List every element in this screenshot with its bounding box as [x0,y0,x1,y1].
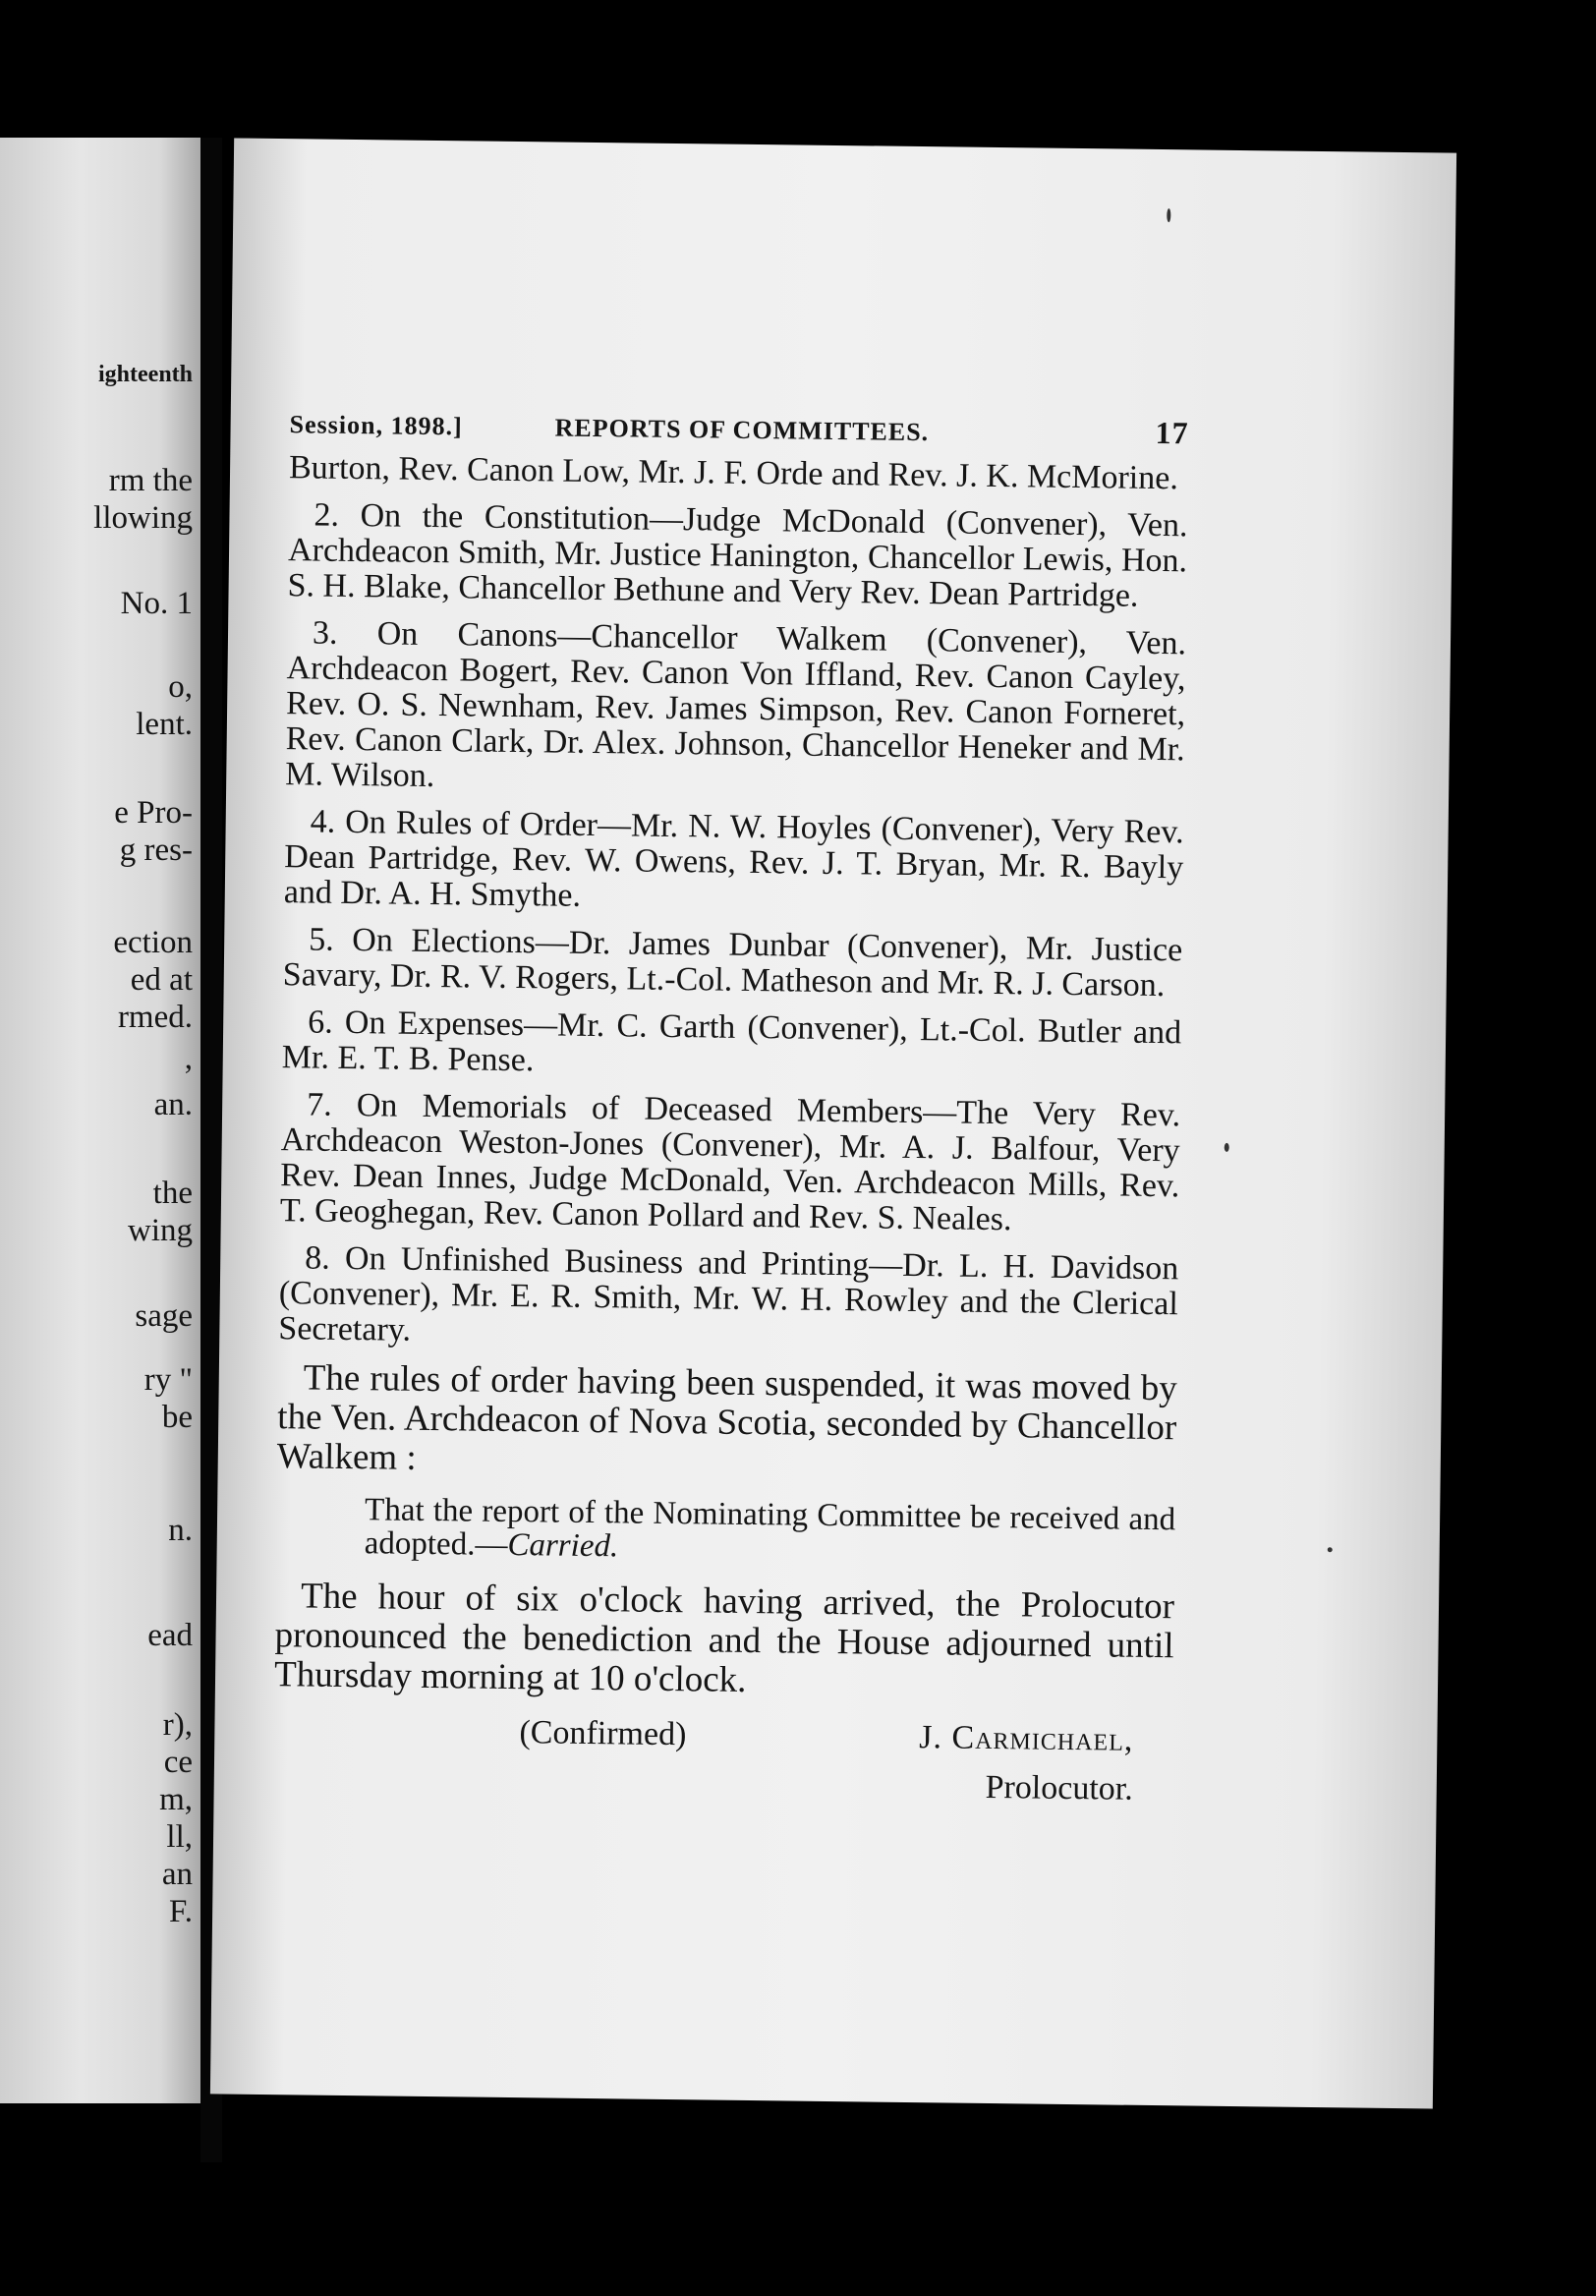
facing-page-line: wing [128,1213,193,1248]
facing-page-line: r), [162,1707,193,1743]
facing-page-line: an. [153,1087,193,1122]
committee-paragraph: 2. On the Constitution—Judge McDonald (Convener), Ven. Archdeacon Smith, Mr. Justice Hanington, Chancellor Lewis, Hon. S. H. Blake, Chancellor Bethune and Very Rev. Dean Partridge. [287,496,1188,614]
facing-page [0,138,200,2103]
page-number: 17 [1155,414,1189,451]
motion-result: Carried. [507,1526,619,1565]
facing-page-line: llowing [93,500,193,536]
facing-page-line: , [184,1041,193,1076]
facing-page-line: ed at [130,962,193,998]
document-page [210,138,1456,2108]
facing-page-line: ll, [166,1819,193,1855]
running-header [289,404,1188,453]
committee-paragraph: 8. On Unfinished Business and Printing—Dr. L. H. Davidson (Convener), Mr. E. R. Smith, Mr. W. H. Rowley and the Clerical Secretary. [278,1239,1179,1349]
page-content [273,404,1189,1808]
committee-paragraph: 7. On Memorials of Deceased Members—The Very Rev. Archdeacon Weston-Jones (Convener), Mr. A. J. Balfour, Very Rev. Dean Innes, Judge McDonald, Ven. Archdeacon Mills, Rev. T. Geoghegan, Rev. Canon Pollard and Rev. S. Neales. [279,1086,1181,1238]
committee-paragraph: 5. On Elections—Dr. James Dunbar (Convener), Mr. Justice Savary, Dr. R. V. Rogers, Lt.-Col. Matheson and Mr. R. J. Carson. [282,921,1183,1004]
signatory-office: Prolocutor. [985,1768,1133,1808]
facing-page-line: F. [169,1894,193,1929]
closing-paragraph: The hour of six o'clock having arrived, the Prolocutor pronounced the benediction and the House adjourned until Thursday morning at 10 o'clock. [273,1576,1175,1700]
facing-page-line: rmed. [117,1000,193,1035]
facing-page-line: g res- [119,832,193,868]
facing-page-line: e Pro- [114,795,193,831]
facing-page-line: n. [168,1513,193,1548]
facing-page-line: rm the [108,463,193,498]
paper-speck [1225,1143,1229,1152]
signatory-name: J. Carmichael, [919,1719,1134,1758]
facing-page-line: No. 1 [120,586,193,621]
rules-paragraph: The rules of order having been suspended, it was moved by the Ven. Archdeacon of Nova Scotia, seconded by Chancellor Walkem : [276,1357,1177,1478]
facing-page-line: lent. [136,707,193,742]
facing-page-line: o, [168,669,193,705]
facing-page-line: an [161,1857,193,1892]
confirmed-label: (Confirmed) [519,1714,687,1753]
facing-page-line: sage [135,1298,193,1334]
facing-page-line: ighteenth [98,362,193,387]
motion-body: That the report of the Nominating Committee be received and adopted.— [364,1492,1176,1563]
facing-page-line: ry " [143,1362,193,1398]
facing-page-line: ead [147,1618,193,1653]
committee-paragraph: 4. On Rules of Order—Mr. N. W. Hoyles (Convener), Very Rev. Dean Partridge, Rev. W. Owens, Rev. J. T. Bryan, Mr. R. Bayly and Dr. A. H. Smythe. [283,803,1184,914]
signature-row [273,1712,1172,1758]
facing-page-line: be [161,1400,193,1435]
facing-page-line: ection [113,925,193,960]
paper-speck [1167,208,1170,222]
paper-speck [1328,1547,1333,1552]
motion-text [365,1493,1176,1570]
committee-paragraph: 6. On Expenses—Mr. C. Garth (Convener), Lt.-Col. Butler and Mr. E. T. B. Pense. [281,1004,1182,1079]
facing-page-line: the [152,1176,193,1211]
facing-page-line: m, [159,1782,193,1817]
committee-paragraph: 3. On Canons—Chancellor Walkem (Convener), Ven. Archdeacon Bogert, Rev. Canon Von Iffland, Rev. Canon Cayley, Rev. O. S. Newnham, Rev. James Simpson, Rev. Canon Forneret, Rev. Canon Clark, Dr. Alex. Johnson, Chancellor Heneker and Mr. M. Wilson. [285,614,1187,795]
facing-page-line: ce [163,1745,193,1780]
running-title: REPORTS OF COMMITTEES. [554,413,930,447]
session-label: Session, 1898.] [289,410,463,441]
committee-paragraph: Burton, Rev. Canon Low, Mr. J. F. Orde and Rev. J. K. McMorine. [288,449,1179,497]
